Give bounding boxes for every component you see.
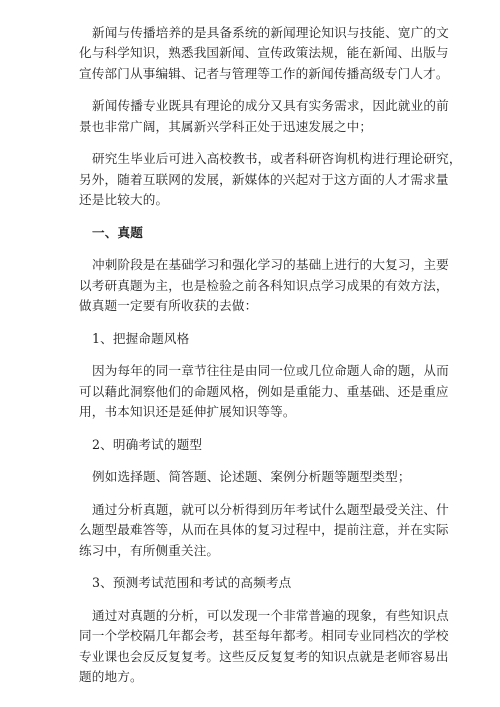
paragraph-4-line-2: 以考研真题为主，也是检验之前各科知识点学习成果的有效方法，: [79, 277, 449, 293]
paragraph-7-line-3: 练习中，有所侧重关注。: [79, 542, 220, 558]
paragraph-3-line-1: 研究生毕业后可进入高校教书，或者科研咨询机构进行理论研究，: [92, 151, 462, 167]
section-heading-real-exams: 一、真题: [92, 224, 143, 240]
paragraph-7-line-2: 么题型最难答等，从而在具体的复习过程中，提前注意，并在实际: [79, 522, 449, 538]
paragraph-5-line-1: 因为每年的同一章节往往是由同一位或几位命题人命的题，从而: [92, 363, 449, 379]
paragraph-8-line-3: 专业课也会反反复复考。这些反反复复考的知识点就是老师容易出: [79, 648, 449, 664]
paragraph-2-line-2: 景也非常广阔，其属新兴学科正处于迅速发展之中；: [79, 118, 373, 134]
paragraph-5-line-2: 可以藉此洞察他们的命题风格，例如是重能力、重基础、还是重应: [79, 383, 449, 399]
paragraph-6-line-1: 例如选择题、简答题、论述题、案例分析题等题型类型；: [92, 469, 411, 485]
subheading-1: 1、把握命题风格: [92, 330, 190, 346]
paragraph-1-line-1: 新闻与传播培养的是具备系统的新闻理论知识与技能、宽广的文: [92, 25, 449, 40]
subheading-3: 3、预测考试范围和考试的高频考点: [92, 575, 292, 591]
paragraph-8-line-4: 题的地方。: [79, 669, 143, 685]
paragraph-8-line-2: 同一个学校隔几年都会考，甚至每年都考。相同专业同档次的学校: [79, 628, 449, 644]
paragraph-3-line-3: 还是比较大的。: [79, 192, 169, 208]
subheading-2: 2、明确考试的题型: [92, 436, 203, 452]
paragraph-4-line-3: 做真题一定要有所收获的去做：: [79, 298, 258, 314]
paragraph-5-line-3: 用，书本知识还是延伸扩展知识等等。: [79, 404, 296, 420]
paragraph-1-line-2: 化与科学知识，熟悉我国新闻、宣传政策法规，能在新闻、出版与: [79, 45, 449, 61]
paragraph-4-line-1: 冲刺阶段是在基础学习和强化学习的基础上进行的大复习，主要: [92, 257, 449, 273]
paragraph-2-line-1: 新闻传播专业既具有理论的成分又具有实务需求，因此就业的前: [92, 98, 449, 114]
paragraph-7-line-1: 通过分析真题，就可以分析得到历年考试什么题型最受关注、什: [92, 502, 449, 517]
paragraph-8-line-1: 通过对真题的分析，可以发现一个非常普遍的现象，有些知识点: [92, 608, 449, 623]
paragraph-3-line-2: 另外，随着互联网的发展，新媒体的兴起对于这方面的人才需求量: [79, 171, 449, 187]
paragraph-1-line-3: 宣传部门从事编辑、记者与管理等工作的新闻传播高级专门人才。: [79, 65, 449, 81]
